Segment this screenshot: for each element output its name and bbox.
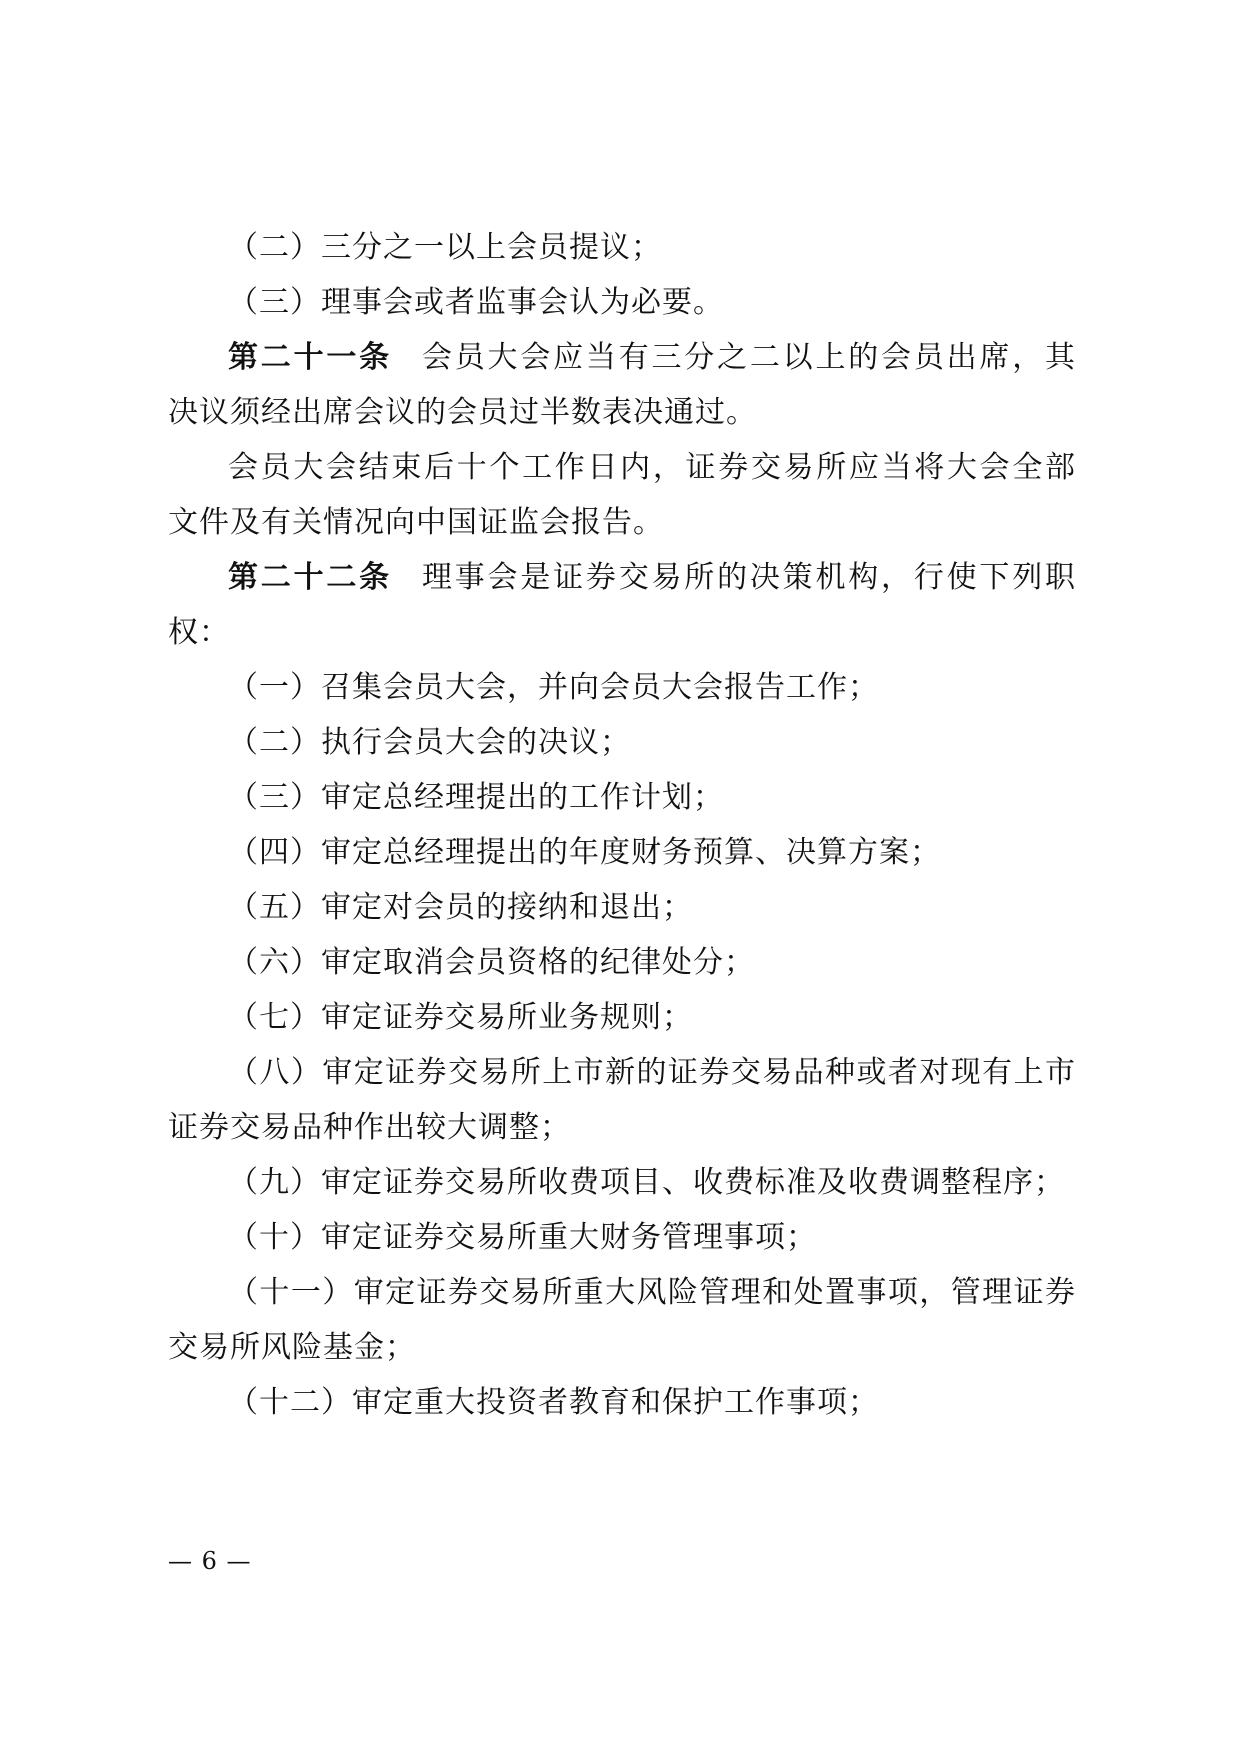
article-text: 理事会是证券交易所的决策机构，行使下列职 — [421, 560, 1077, 595]
clause-line: （二）三分之一以上会员提议； — [228, 230, 662, 265]
article-text: 会员大会应当有三分之二以上的会员出席，其 — [421, 340, 1077, 375]
clause-line: （七）审定证券交易所业务规则； — [228, 1000, 693, 1035]
clause-line: （一）召集会员大会，并向会员大会报告工作； — [228, 670, 879, 705]
clause-line: （五）审定对会员的接纳和退出； — [228, 890, 693, 925]
paragraph-continuation: 决议须经出席会议的会员过半数表决通过。 — [168, 395, 757, 430]
clause-line: （十一）审定证券交易所重大风险管理和处置事项，管理证券 — [228, 1275, 1076, 1310]
clause-line: （六）审定取消会员资格的纪律处分； — [228, 945, 755, 980]
clause-line: （九）审定证券交易所收费项目、收费标准及收费调整程序； — [228, 1165, 1065, 1200]
clause-continuation: 交易所风险基金； — [168, 1330, 416, 1365]
clause-line: （二）执行会员大会的决议； — [228, 725, 631, 760]
clause-line: （八）审定证券交易所上市新的证券交易品种或者对现有上市 — [228, 1055, 1076, 1090]
clause-line: （三）审定总经理提出的工作计划； — [228, 780, 724, 815]
paragraph-continuation: 权： — [168, 615, 230, 650]
clause-line: （三）理事会或者监事会认为必要。 — [228, 285, 724, 320]
paragraph-continuation: 文件及有关情况向中国证监会报告。 — [168, 505, 664, 540]
article-label: 第二十一条 — [228, 340, 392, 375]
article-21-heading — [228, 338, 1076, 378]
clause-line: （四）审定总经理提出的年度财务预算、决算方案； — [228, 835, 941, 870]
clause-line: （十二）审定重大投资者教育和保护工作事项； — [228, 1385, 879, 1420]
paragraph-line: 会员大会结束后十个工作日内，证券交易所应当将大会全部 — [228, 450, 1076, 485]
clause-continuation: 证券交易品种作出较大调整； — [168, 1110, 571, 1145]
article-label: 第二十二条 — [228, 560, 392, 595]
clause-line: （十）审定证券交易所重大财务管理事项； — [228, 1220, 817, 1255]
article-22-heading — [228, 558, 1076, 598]
page-number: — 6 — — [168, 1547, 252, 1575]
